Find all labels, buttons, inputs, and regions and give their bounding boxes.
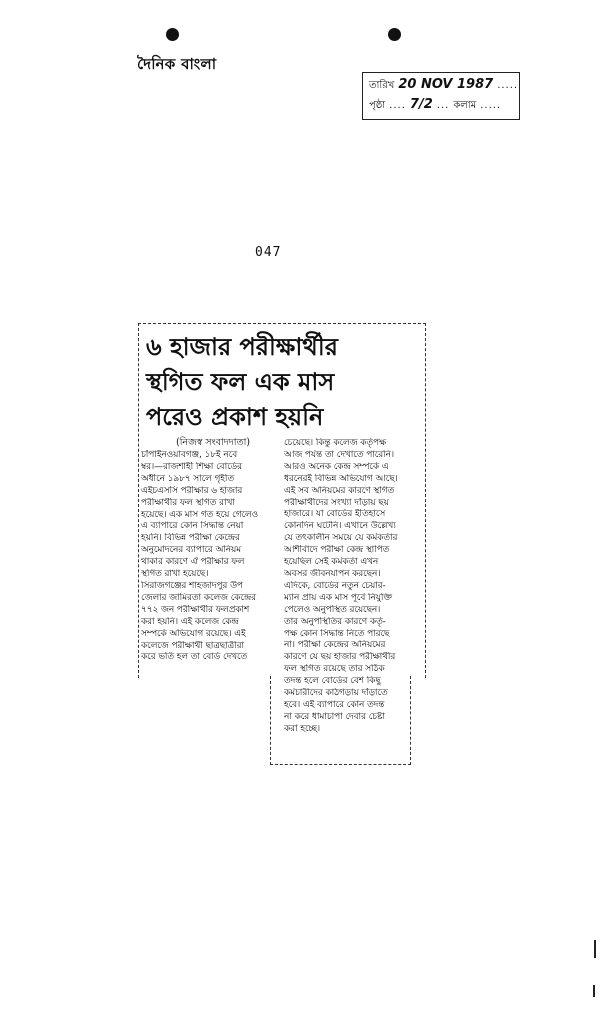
- text-line: জেলার জামিরতা কলেজ কেন্দ্রের: [141, 592, 256, 603]
- text-line: আশীর্বাদে পরীক্ষা কেন্দ্র স্থাপিত: [284, 545, 390, 556]
- stamp-page-row: [369, 97, 513, 117]
- text-line: এইচএসসি পরীক্ষার ৬ হাজার: [141, 485, 243, 496]
- text-line: আরও অনেক কেন্দ্র সম্পর্কে এ: [284, 461, 389, 472]
- text-line: এদিকে, বোর্ডের নতুন চেয়ার-: [284, 580, 386, 591]
- text-line: তার অনুপস্থিতির কারণে কর্তৃ-: [284, 616, 386, 627]
- text-line: করা হয়নি। এই কলেজ কেন্দ্র: [141, 616, 239, 627]
- text-line: হয়নি। বিভিন্ন পরীক্ষা কেন্দ্রের: [141, 533, 240, 544]
- text-line: ম্বর।—রাজশাহী শিক্ষা বোর্ডের: [141, 461, 242, 472]
- text-line: না। পরীক্ষা কেন্দ্রের অনিয়মের: [284, 640, 386, 651]
- stamp-page-value: 7/2: [409, 97, 433, 112]
- text-line: কলেজে পরীক্ষার্থী ছাত্রছাত্রীরা: [141, 640, 245, 651]
- stamp-date-value: 20 NOV 1987: [398, 77, 494, 92]
- text-line: যে তৎকালীন সময়ে যে কর্মকর্তার: [284, 533, 398, 544]
- article-byline: (নিজস্ব সংবাদদাতা): [176, 437, 251, 448]
- text-line: পক্ষ কোন সিদ্ধান্ত নিতে পারছে: [284, 628, 390, 639]
- stamp-dots: .....: [497, 80, 519, 91]
- text-line: কারণে যে ছয় হাজার পরীক্ষার্থীর: [284, 652, 396, 663]
- text-line: এ ব্যাপারে কোন সিদ্ধান্ত নেয়া: [141, 521, 244, 532]
- text-line: চাঁপাইনওয়াবগঞ্জ, ১৮ই নবে: [141, 450, 238, 460]
- stamp-dots: ....: [389, 100, 406, 111]
- text-line: পরীক্ষার্থীদের সংখ্যা দাঁড়ায় ছয়: [284, 497, 389, 508]
- text-line: হয়েছে। এক মাস গত হয়ে গেলেও: [141, 509, 259, 520]
- text-line: ধরনেরই বিভিন্ন অভিযোগ আছে।: [284, 473, 398, 484]
- scan-mark: [594, 940, 596, 958]
- article-headline: [146, 330, 418, 435]
- text-line: এই সব অনিয়মের কারণে স্থগিত: [284, 485, 395, 496]
- newspaper-name: দৈনিক বাংলা: [137, 55, 217, 73]
- text-line: আজ পর্যন্ত তা দেখাতে পারেনি।: [284, 449, 395, 460]
- headline-line: পরেও প্রকাশ হয়নি: [146, 403, 324, 431]
- article-column-1: [141, 450, 268, 664]
- text-line: অধীনে ১৯৮৭ সালে গৃহীত: [141, 473, 235, 484]
- stamp-dots: ...: [436, 100, 450, 111]
- text-line: করা হচ্ছে।: [284, 723, 320, 734]
- text-line: চেয়েছে। কিন্তু কলেজ কর্তৃপক্ষ: [284, 438, 387, 448]
- stamp-date-row: [369, 77, 519, 97]
- text-line: অবসর জীবনযাপন করছেন।: [284, 568, 381, 579]
- punch-hole-left: [166, 28, 179, 41]
- text-line: পেলেও অনুপস্থিত রয়েছেন।: [284, 604, 381, 615]
- text-line: অনুমোদনের ব্যাপারে অনিয়ম: [141, 545, 242, 556]
- stamp-column-label: কলাম: [453, 100, 477, 111]
- text-line: হয়েছিল সেই কর্মকর্তা এখন: [284, 557, 379, 568]
- text-line: হবে। এই ব্যাপারে কোন তদন্ত: [284, 699, 385, 710]
- stamp-dots: .....: [480, 100, 502, 111]
- text-line: না করে ধামাচাপা দেবার চেষ্টা: [284, 711, 385, 722]
- text-line: হাজারে। যা বোর্ডের ইতিহাসে: [284, 509, 386, 520]
- text-line: থাকার কারণে ঐ পরীক্ষার ফল: [141, 557, 245, 568]
- text-line: পরীক্ষার্থীর ফল স্থগিত রাখা: [141, 497, 235, 508]
- text-line: সম্পর্কে অভিযোগ রয়েছে। এই: [141, 628, 246, 639]
- text-line: কর্মচারীদের কাঠগড়ায় দাঁড়াতে: [284, 688, 388, 699]
- text-line: স্থগিত রাখা হয়েছে।: [141, 569, 209, 580]
- text-line: কোনদিন ঘটেনি। এখানে উল্লেখ্য: [284, 521, 396, 532]
- headline-line: ৬ হাজার পরীক্ষার্থীর: [146, 333, 338, 361]
- text-line: তদন্ত হলে বোর্ডের বেশ কিছু: [284, 676, 381, 687]
- scan-mark: [593, 985, 595, 997]
- text-line: ম্যান প্রায় এক মাস পূর্বে নিযুক্তি: [284, 592, 392, 603]
- text-line: ফল স্থগিত রয়েছে তার সঠিক: [284, 664, 385, 675]
- text-line: সিরাজগঞ্জের শাহজাদপুর উপ: [141, 580, 243, 591]
- punch-hole-right: [388, 28, 401, 41]
- text-line: ৭৭২ জন পরীক্ষার্থীর ফলপ্রকাশ: [141, 604, 250, 615]
- folio-number: 047: [255, 245, 282, 260]
- headline-line: স্থগিত ফল এক মাস: [146, 368, 335, 396]
- stamp-page-label: পৃষ্ঠা: [369, 100, 386, 111]
- stamp-date-label: তারিখ: [369, 80, 395, 91]
- text-line: করে ভর্তি হল তা বোর্ড দেখতে: [141, 652, 248, 663]
- article-column-2: [284, 438, 407, 736]
- date-stamp: [362, 72, 520, 120]
